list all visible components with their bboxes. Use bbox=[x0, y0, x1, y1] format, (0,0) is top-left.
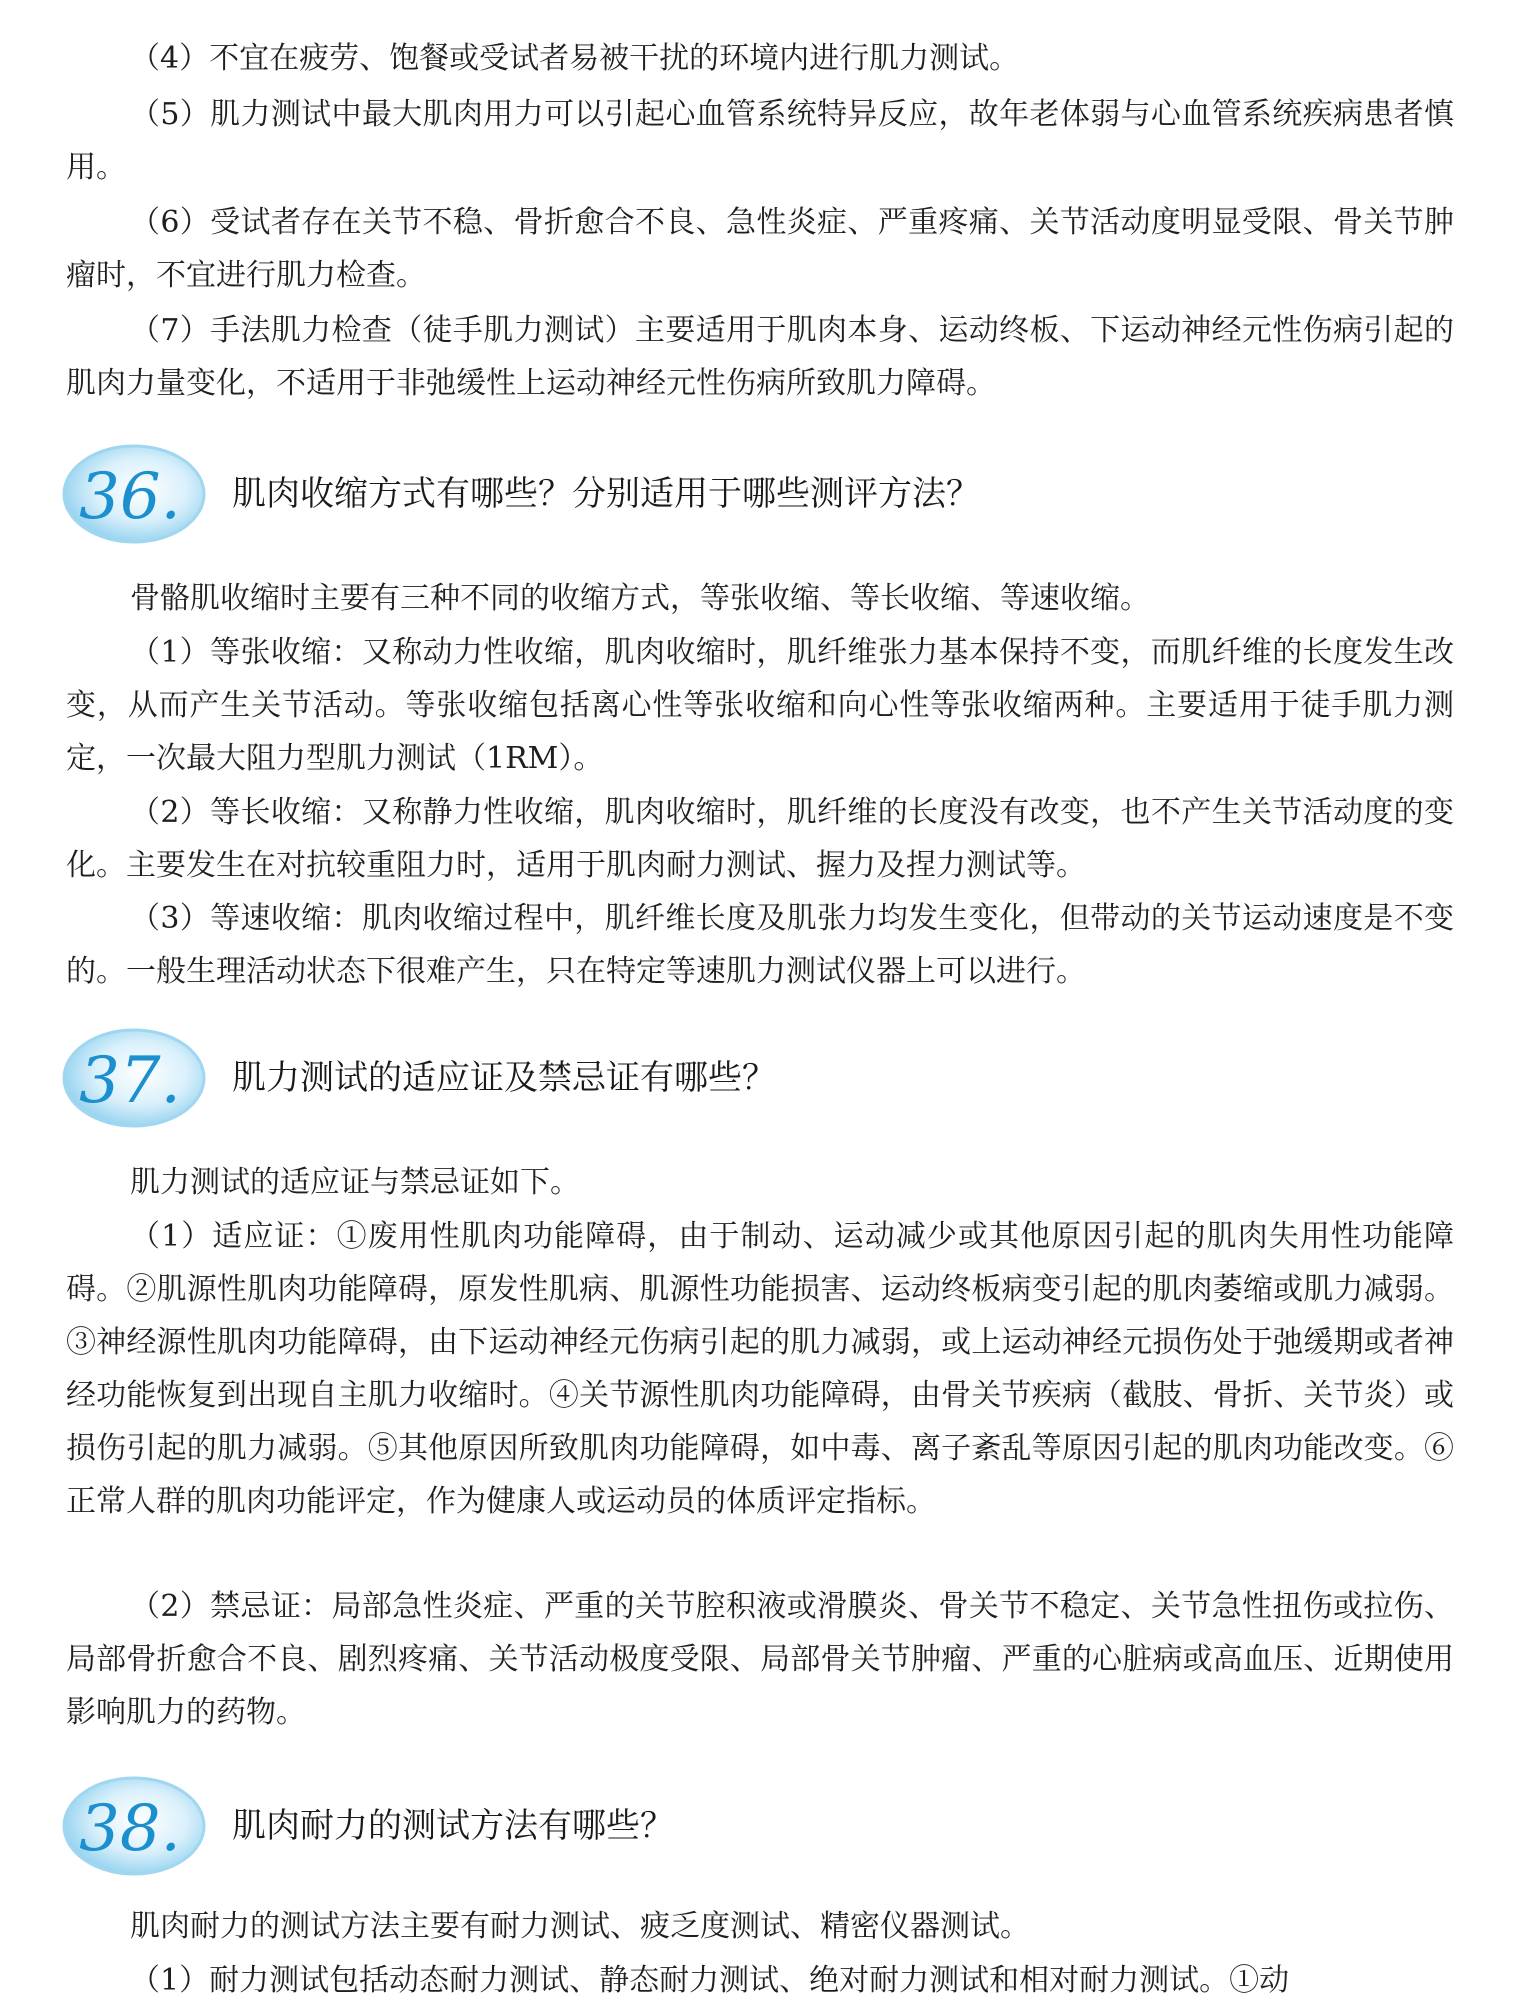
intro-item-7: （7）手法肌力检查（徒手肌力测试）主要适用于肌肉本身、运动终板、下运动神经元性伤病引起的肌肉力量变化，不适用于非弛缓性上运动神经元性伤病所致肌力障碍。 bbox=[66, 313, 1454, 401]
paragraph: （3）等速收缩：肌肉收缩过程中，肌纤维长度及肌张力均发生变化，但带动的关节运动速度是不变的。一般生理活动状态下很难产生，只在特定等速肌力测试仪器上可以进行。 bbox=[66, 901, 1454, 989]
paragraph: （1）适应证：①废用性肌肉功能障碍，由于制动、运动减少或其他原因引起的肌肉失用性功能障碍。②肌源性肌肉功能障碍，原发性肌病、肌源性功能损害、运动终板病变引起的肌肉萎缩或肌力减弱。③神经源性肌肉功能障碍，由下运动神经元伤病引起的肌力减弱，或上运动神经元损伤处于弛缓期或者神经功能恢复到出现自主肌力收缩时。④关节源性肌肉功能障碍，由骨关节疾病（截肢、骨折、关节炎）或损伤引起的肌力减弱。⑤其他原因所致肌肉功能障碍，如中毒、离子紊乱等原因引起的肌肉功能改变。⑥正常人群的肌肉功能评定，作为健康人或运动员的体质评定指标。 bbox=[66, 1219, 1454, 1519]
paragraph: （1）等张收缩：又称动力性收缩，肌肉收缩时，肌纤维张力基本保持不变，而肌纤维的长度发生改变，从而产生关节活动。等张收缩包括离心性等张收缩和向心性等张收缩两种。主要适用于徒手肌力测定，一次最大阻力型肌力测试（1RM）。 bbox=[66, 635, 1454, 776]
question-heading-37 bbox=[60, 1022, 1460, 1142]
paragraph: （2）等长收缩：又称静力性收缩，肌肉收缩时，肌纤维的长度没有改变，也不产生关节活动度的变化。主要发生在对抗较重阻力时，适用于肌肉耐力测试、握力及捏力测试等。 bbox=[66, 795, 1454, 883]
intro-item-6: （6）受试者存在关节不稳、骨折愈合不良、急性炎症、严重疼痛、关节活动度明显受限、骨关节肿瘤时，不宜进行肌力检查。 bbox=[66, 205, 1454, 293]
question-number: 37. bbox=[79, 1044, 181, 1118]
paragraph: 肌力测试的适应证与禁忌证如下。 bbox=[130, 1165, 580, 1200]
question-number: 36. bbox=[79, 460, 181, 534]
paragraph: 肌肉耐力的测试方法主要有耐力测试、疲乏度测试、精密仪器测试。 bbox=[130, 1909, 1030, 1944]
question-heading-38 bbox=[60, 1770, 1460, 1890]
intro-item-5: （5）肌力测试中最大肌肉用力可以引起心血管系统特异反应，故年老体弱与心血管系统疾病患者慎用。 bbox=[66, 97, 1454, 185]
question-title: 肌肉收缩方式有哪些？分别适用于哪些测评方法？ bbox=[232, 474, 980, 514]
question-number-badge bbox=[60, 1770, 210, 1882]
intro-item-4: （4）不宜在疲劳、饱餐或受试者易被干扰的环境内进行肌力测试。 bbox=[130, 41, 1020, 76]
question-title: 肌力测试的适应证及禁忌证有哪些？ bbox=[232, 1058, 776, 1098]
paragraph: （2）禁忌证：局部急性炎症、严重的关节腔积液或滑膜炎、骨关节不稳定、关节急性扭伤或拉伤、局部骨折愈合不良、剧烈疼痛、关节活动极度受限、局部骨关节肿瘤、严重的心脏病或高血压、近期使用影响肌力的药物。 bbox=[66, 1589, 1454, 1730]
paragraph: （1）耐力测试包括动态耐力测试、静态耐力测试、绝对耐力测试和相对耐力测试。①动 bbox=[130, 1963, 1290, 1998]
question-heading-36 bbox=[60, 438, 1460, 558]
question-number-badge bbox=[60, 1022, 210, 1134]
question-title: 肌肉耐力的测试方法有哪些？ bbox=[232, 1806, 674, 1846]
paragraph: 骨骼肌收缩时主要有三种不同的收缩方式，等张收缩、等长收缩、等速收缩。 bbox=[130, 581, 1150, 616]
question-number-badge bbox=[60, 438, 210, 550]
question-number: 38. bbox=[79, 1792, 181, 1866]
